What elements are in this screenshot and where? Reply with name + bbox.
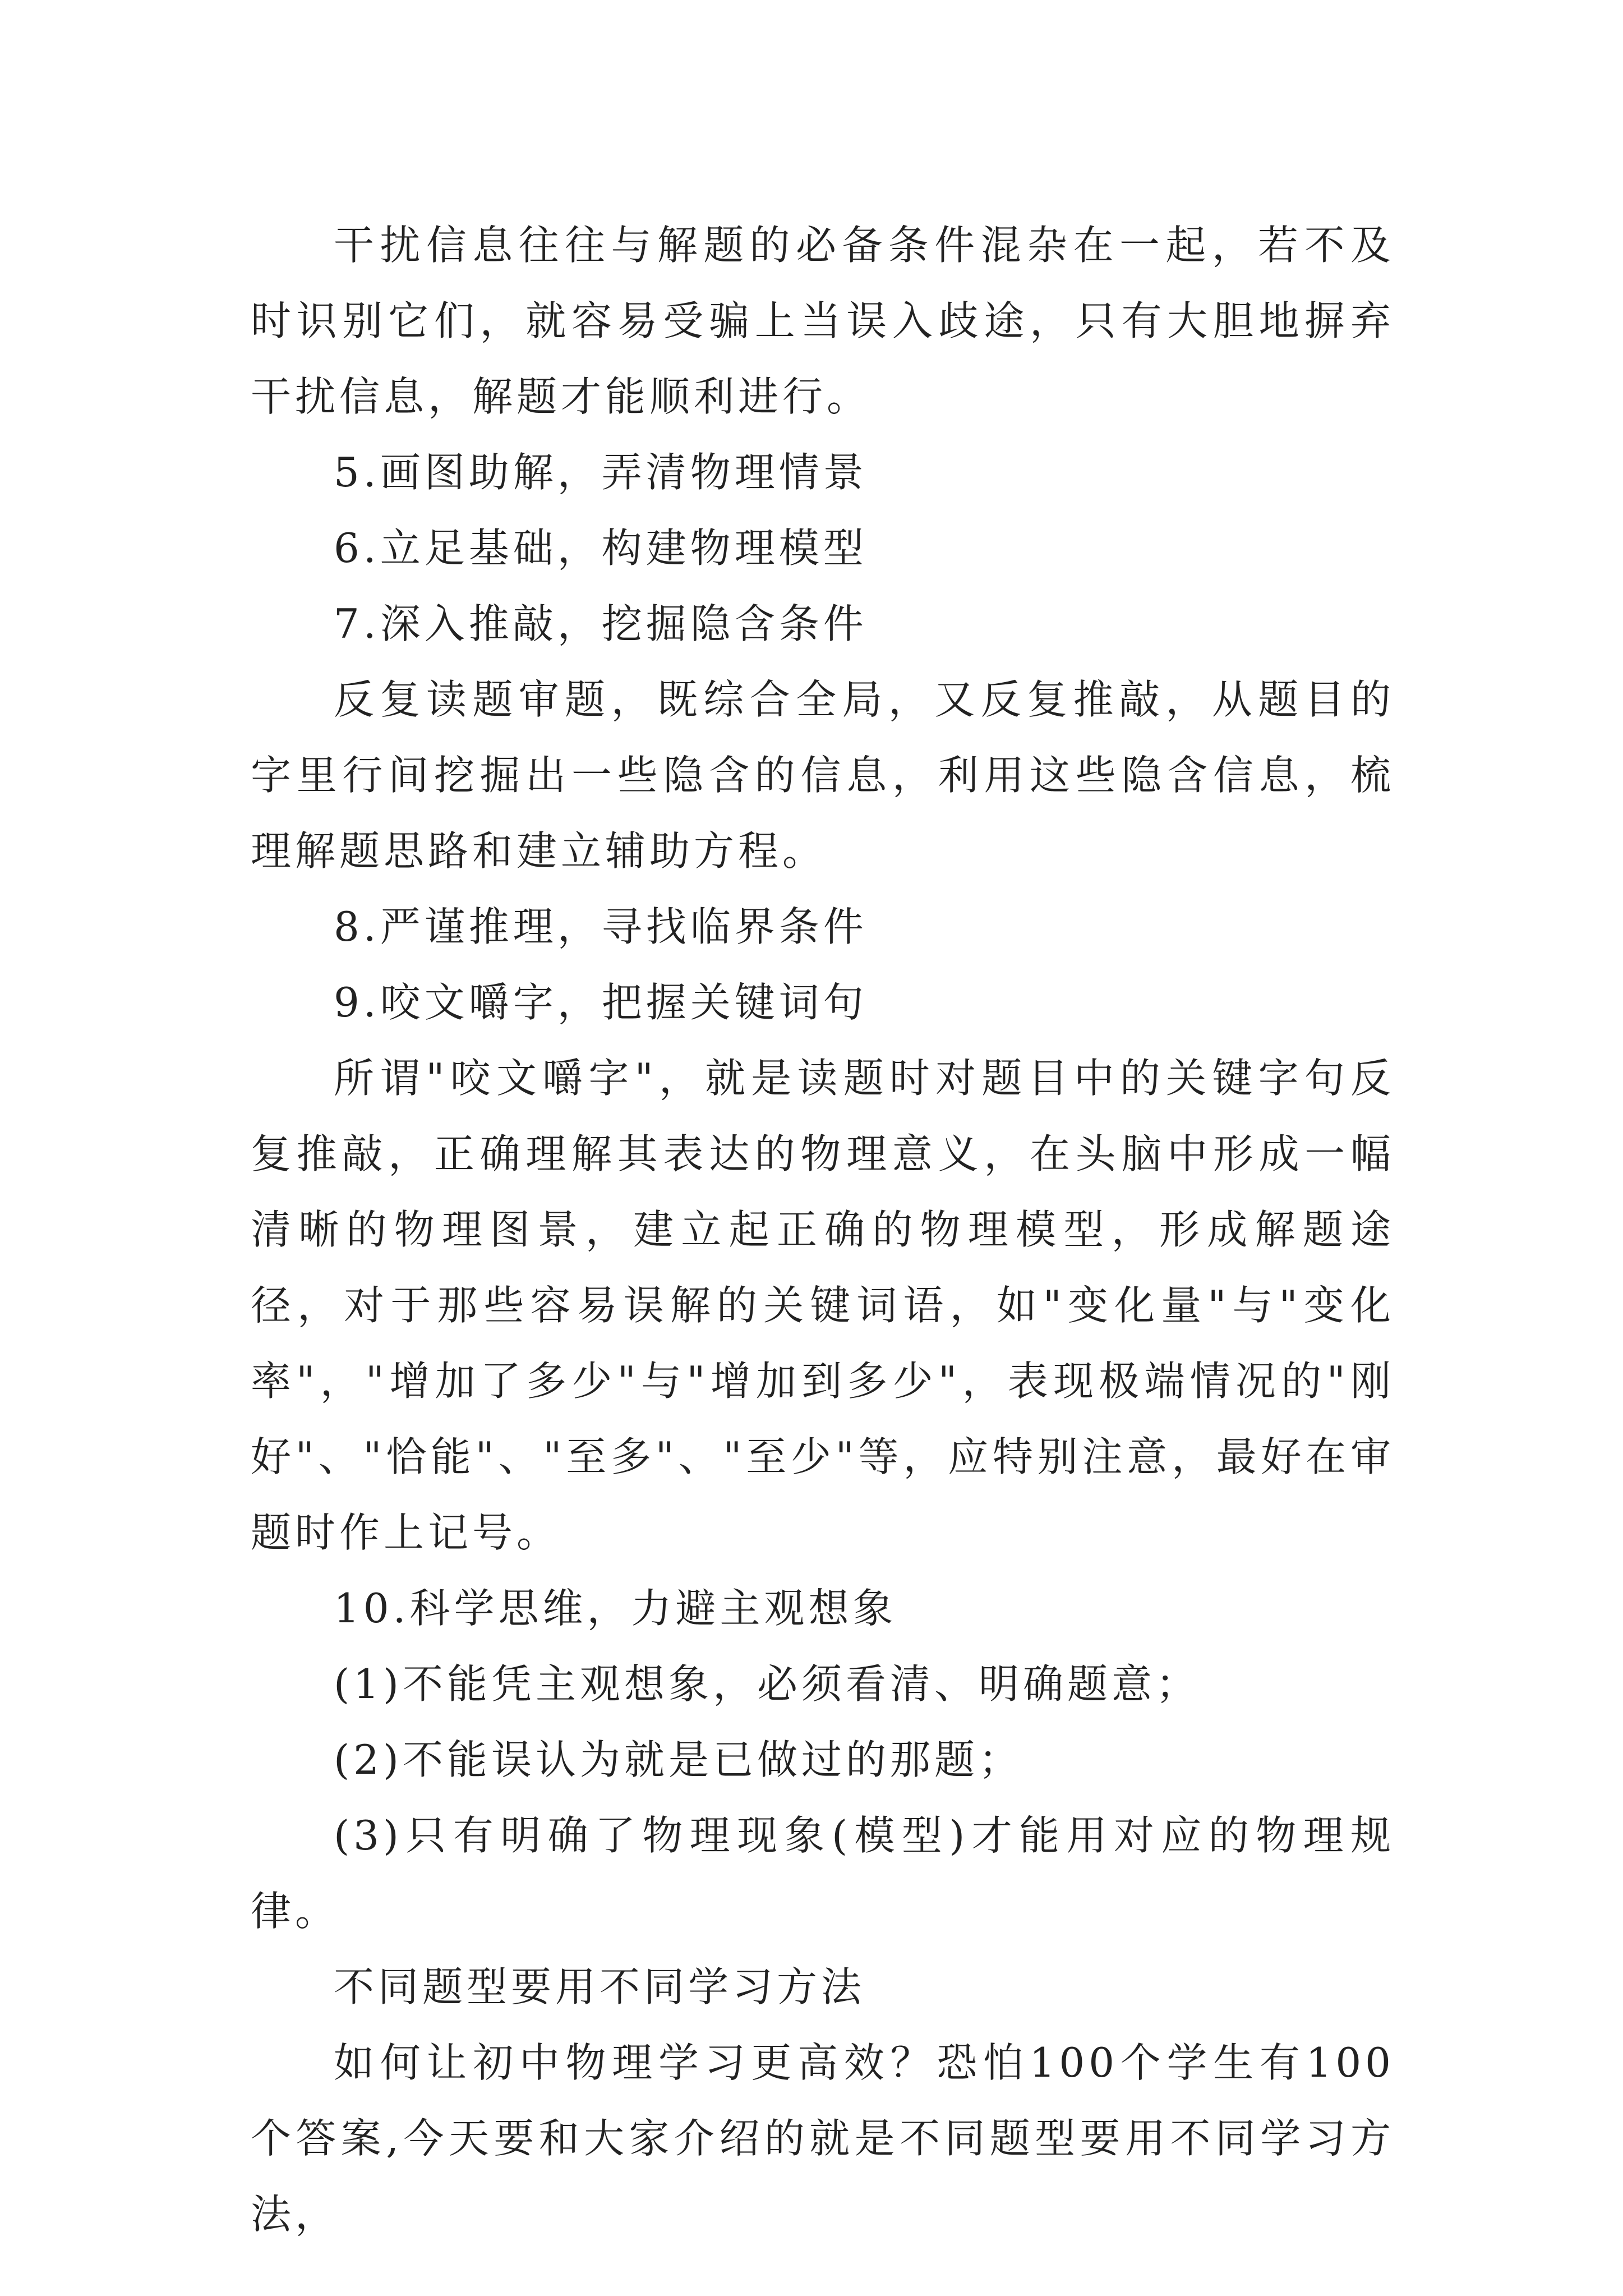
heading-hidden-conditions: 7.深入推敲，挖掘隐含条件 — [334, 600, 868, 647]
heading-scientific-thinking: 10.科学思维，力避主观想象 — [334, 1585, 897, 1632]
heading-critical-conditions: 8.严谨推理，寻找临界条件 — [334, 903, 868, 950]
paragraph-interference-info: 干扰信息往往与解题的必备条件混杂在一起，若不及时识别它们，就容易受骗上当误入歧途，只有大胆地摒弃干扰信息，解题才能顺利进行。 — [251, 222, 1395, 420]
list-item-3: (3)只有明确了物理现象(模型)才能用对应的物理规律。 — [251, 1812, 1395, 1935]
heading-different-question-types: 不同题型要用不同学习方法 — [334, 1963, 866, 2010]
heading-key-words: 9.咬文嚼字，把握关键词句 — [334, 979, 868, 1026]
paragraph-key-words-detail: 所谓"咬文嚼字"，就是读题时对题目中的关键字句反复推敲，正确理解其表达的物理意义，在头脑中形成一幅清晰的物理图景，建立起正确的物理模型，形成解题途径，对于那些容易误解的关键词语，如"变化量"与"变化率"，"增加了多少"与"增加到多少"，表现极端情况的"刚好"、"恰能"、"至多"、"至少"等，应特别注意，最好在审题时作上记号。 — [251, 1055, 1395, 1556]
paragraph-efficient-learning: 如何让初中物理学习更高效？恐怕100个学生有100个答案,今天要和大家介绍的就是不同题型要用不同学习方法， — [251, 2039, 1395, 2238]
heading-build-model: 6.立足基础，构建物理模型 — [334, 524, 868, 572]
heading-draw-diagram: 5.画图助解，弄清物理情景 — [334, 449, 868, 496]
document-body — [251, 208, 1395, 2252]
list-item-2: (2)不能误认为就是已做过的那题； — [334, 1736, 1023, 1783]
list-item-1: (1)不能凭主观想象，必须看清、明确题意； — [334, 1660, 1200, 1708]
paragraph-repeated-reading: 反复读题审题，既综合全局，又反复推敲，从题目的字里行间挖掘出一些隐含的信息，利用这些隐含信息，梳理解题思路和建立辅助方程。 — [251, 676, 1395, 875]
